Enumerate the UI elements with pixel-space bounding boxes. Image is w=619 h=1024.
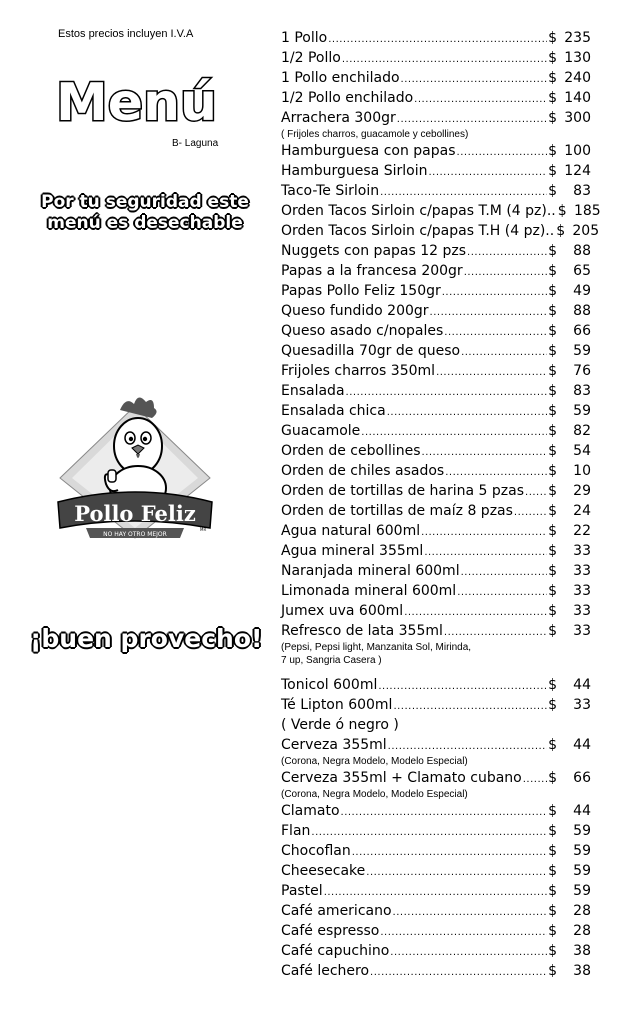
menu-item <box>281 541 591 561</box>
leader-dots <box>328 30 547 50</box>
menu-item-price: 82 <box>573 423 591 439</box>
menu-item-name: Café americano <box>281 903 392 919</box>
currency-symbol: $ <box>548 403 557 419</box>
menu-item-price: 300 <box>564 110 591 126</box>
leader-dots <box>401 70 548 90</box>
menu-item-price: 59 <box>573 343 591 359</box>
currency-symbol: $ <box>548 283 557 299</box>
currency-symbol: $ <box>548 503 557 519</box>
leader-dots <box>445 463 547 483</box>
currency-symbol: $ <box>548 697 557 713</box>
menu-item <box>281 261 591 281</box>
menu-item-name: 1/2 Pollo <box>281 50 341 66</box>
menu-item-name: Pastel <box>281 883 323 899</box>
menu-item <box>281 695 591 715</box>
currency-symbol: $ <box>548 923 557 939</box>
menu-item-price: 205 <box>572 223 600 239</box>
menu-item-name: Café lechero <box>281 963 370 979</box>
menu-item <box>281 481 591 501</box>
menu-item-price: 59 <box>573 863 591 879</box>
menu-item-name: Arrachera 300gr <box>281 110 396 126</box>
menu-item <box>281 381 591 401</box>
menu-item-price: 44 <box>573 677 591 693</box>
menu-item-name: Tonicol 600ml <box>281 677 378 693</box>
currency-symbol: $ <box>548 343 557 359</box>
menu-item <box>281 881 591 901</box>
leader-dots <box>342 50 547 70</box>
currency-symbol: $ <box>548 843 557 859</box>
menu-item-name: 1/2 Pollo enchilado <box>281 90 414 106</box>
leader-dots <box>436 363 547 383</box>
menu-item <box>281 141 591 161</box>
menu-item-name: Papas Pollo Feliz 150gr <box>281 283 441 299</box>
menu-item-name: Café capuchino <box>281 943 390 959</box>
menu-item-price: 124 <box>564 163 591 179</box>
tax-note: Estos precios incluyen I.V.A <box>58 28 194 40</box>
leader-dots <box>457 583 547 603</box>
menu-item <box>281 421 591 441</box>
menu-item-name: Chocoflan <box>281 843 351 859</box>
currency-symbol: $ <box>548 90 557 106</box>
currency-symbol: $ <box>548 50 557 66</box>
menu-item-price: 88 <box>573 303 591 319</box>
menu-item <box>281 601 591 621</box>
menu-item-name: Guacamole <box>281 423 361 439</box>
menu-title <box>52 64 232 134</box>
menu-item-price: 24 <box>573 503 591 519</box>
leader-dots <box>388 737 547 757</box>
menu-item-price: 38 <box>573 963 591 979</box>
leader-dots <box>341 803 548 823</box>
menu-item-price: 88 <box>573 243 591 259</box>
menu-item-price: 65 <box>573 263 591 279</box>
menu-item-price: 44 <box>573 803 591 819</box>
menu-note: (Corona, Negra Modelo, Modelo Especial) <box>281 789 468 800</box>
menu-list <box>281 28 601 981</box>
leader-dots <box>461 563 547 583</box>
menu-item <box>281 921 591 941</box>
currency-symbol: $ <box>548 30 557 46</box>
menu-item-name: 1 Pollo <box>281 30 328 46</box>
menu-item-name: Nuggets con papas 12 pzs <box>281 243 467 259</box>
menu-item <box>281 961 591 981</box>
leader-dots <box>378 677 547 697</box>
leader-dots <box>380 923 547 943</box>
menu-item <box>281 361 591 381</box>
menu-item <box>281 501 591 521</box>
leader-dots <box>387 403 547 423</box>
menu-item <box>281 181 591 201</box>
leader-dots <box>380 183 547 203</box>
currency-symbol: $ <box>548 383 557 399</box>
currency-symbol: $ <box>548 143 557 159</box>
currency-symbol: $ <box>548 943 557 959</box>
currency-symbol: $ <box>548 737 557 753</box>
menu-item <box>281 28 591 48</box>
menu-item-name: Ensalada <box>281 383 345 399</box>
menu-item <box>281 281 591 301</box>
logo-mark: MR <box>200 527 207 532</box>
menu-item <box>281 321 591 341</box>
menu-item-name: Refresco de lata 355ml <box>281 623 443 639</box>
menu-item <box>281 675 591 695</box>
menu-item-price: 33 <box>573 563 591 579</box>
menu-item-name: Limonada mineral 600ml <box>281 583 457 599</box>
menu-item-price: 49 <box>573 283 591 299</box>
logo-tagline: NO HAY OTRO MEJOR <box>103 531 167 538</box>
currency-symbol: $ <box>548 523 557 539</box>
leader-dots <box>393 903 548 923</box>
menu-item-name: Agua mineral 355ml <box>281 543 424 559</box>
menu-item <box>281 461 591 481</box>
menu-title-text: Menú <box>56 73 218 133</box>
leader-dots <box>346 383 548 403</box>
leader-dots <box>523 770 547 790</box>
leader-dots <box>404 603 547 623</box>
menu-item-price: 28 <box>573 923 591 939</box>
menu-item <box>281 161 591 181</box>
leader-dots <box>444 623 547 643</box>
menu-item-name: Cheesecake <box>281 863 366 879</box>
currency-symbol: $ <box>548 903 557 919</box>
branch-label: B- Laguna <box>172 138 219 149</box>
menu-item <box>281 581 591 601</box>
currency-symbol: $ <box>548 463 557 479</box>
leader-dots <box>444 323 547 343</box>
closing-message: ¡buen provecho! <box>30 624 263 653</box>
menu-item-name: Jumex uva 600ml <box>281 603 404 619</box>
safety-line-1: Por tu seguridad este <box>41 192 249 212</box>
menu-item-name: Orden de cebollines <box>281 443 421 459</box>
menu-item <box>281 108 591 128</box>
menu-item-price: 235 <box>564 30 591 46</box>
leader-dots <box>366 863 547 883</box>
menu-item-price: 59 <box>573 843 591 859</box>
menu-item-price: 59 <box>573 883 591 899</box>
currency-symbol: $ <box>548 583 557 599</box>
logo-brand: Pollo Feliz <box>74 501 196 526</box>
menu-item <box>281 821 591 841</box>
menu-item-name: Frijoles charros 350ml <box>281 363 436 379</box>
menu-item-name: Agua natural 600ml <box>281 523 421 539</box>
currency-symbol: $ <box>557 203 567 219</box>
menu-item-name: Taco-Te Sirloin <box>281 183 380 199</box>
menu-item-price: 185 <box>573 203 601 219</box>
menu-spacer <box>281 667 591 675</box>
menu-item-name: Té Lipton 600ml <box>281 697 393 713</box>
leader-dots <box>311 823 547 843</box>
menu-item-name: Orden de tortillas de maíz 8 pzas <box>281 503 513 519</box>
menu-item-price: 54 <box>573 443 591 459</box>
menu-item-name: Queso asado c/nopales <box>281 323 444 339</box>
menu-item-price: 33 <box>573 697 591 713</box>
menu-item-price: 10 <box>573 463 591 479</box>
currency-symbol: $ <box>548 883 557 899</box>
menu-item-name: Quesadilla 70gr de queso <box>281 343 461 359</box>
leader-dots <box>430 303 548 323</box>
menu-item-name: 1 Pollo enchilado <box>281 70 400 86</box>
leader-dots <box>421 523 547 543</box>
menu-item <box>281 441 591 461</box>
menu-item-name: Café espresso <box>281 923 380 939</box>
menu-item-name: Hamburguesa Sirloin <box>281 163 428 179</box>
menu-item-name: Hamburguesa con papas <box>281 143 456 159</box>
leader-dots <box>525 483 547 503</box>
pollo-feliz-logo <box>50 388 220 548</box>
menu-item <box>281 201 601 221</box>
menu-item <box>281 561 591 581</box>
menu-item-price: 38 <box>573 943 591 959</box>
menu-item-name: Orden de tortillas de harina 5 pzas <box>281 483 525 499</box>
menu-item-price: 130 <box>564 50 591 66</box>
menu-note: 7 up, Sangria Casera ) <box>281 655 382 666</box>
menu-item-price: 76 <box>573 363 591 379</box>
menu-item-price: 140 <box>564 90 591 106</box>
menu-item-price: 44 <box>573 737 591 753</box>
menu-item-price: 66 <box>573 323 591 339</box>
menu-item-price: 22 <box>573 523 591 539</box>
menu-item-name: Cerveza 355ml <box>281 737 387 753</box>
menu-item <box>281 861 591 881</box>
menu-item-price: 29 <box>573 483 591 499</box>
menu-item-price: 28 <box>573 903 591 919</box>
leader-dots <box>422 443 548 463</box>
leader-dots <box>467 243 547 263</box>
menu-item-name: Orden de chiles asados <box>281 463 445 479</box>
menu-item-price: 33 <box>573 583 591 599</box>
menu-item <box>281 901 591 921</box>
currency-symbol: $ <box>548 603 557 619</box>
currency-symbol: $ <box>548 963 557 979</box>
leader-dots <box>464 263 547 283</box>
currency-symbol: $ <box>548 243 557 259</box>
currency-symbol: $ <box>548 423 557 439</box>
menu-note: (Corona, Negra Modelo, Modelo Especial) <box>281 756 468 767</box>
menu-item-name: Papas a la francesa 200gr <box>281 263 463 279</box>
leader-dots <box>424 543 547 563</box>
menu-item <box>281 48 591 68</box>
menu-item-name: Clamato <box>281 803 340 819</box>
menu-item-price: 83 <box>573 383 591 399</box>
leader-dots <box>457 143 548 163</box>
currency-symbol: $ <box>556 223 566 239</box>
menu-item <box>281 841 591 861</box>
menu-item-price: 59 <box>573 823 591 839</box>
currency-symbol: $ <box>548 443 557 459</box>
currency-symbol: $ <box>548 183 557 199</box>
menu-item-price: 100 <box>564 143 591 159</box>
currency-symbol: $ <box>548 803 557 819</box>
currency-symbol: $ <box>548 110 557 126</box>
menu-item-name: Cerveza 355ml + Clamato cubano <box>281 770 522 786</box>
leader-dots <box>514 503 547 523</box>
menu-item <box>281 341 591 361</box>
currency-symbol: $ <box>548 303 557 319</box>
menu-item <box>281 768 591 788</box>
leader-dots <box>414 90 547 110</box>
leader-dots <box>393 697 547 717</box>
menu-item <box>281 221 600 241</box>
leader-dots <box>397 110 547 130</box>
currency-symbol: $ <box>548 863 557 879</box>
currency-symbol: $ <box>548 543 557 559</box>
menu-item <box>281 241 591 261</box>
menu-item-name: Ensalada chica <box>281 403 386 419</box>
menu-item-name: Queso fundido 200gr <box>281 303 429 319</box>
menu-item-price: 66 <box>573 770 591 786</box>
menu-note: (Pepsi, Pepsi light, Manzanita Sol, Mirinda, <box>281 642 472 653</box>
menu-item-name: Orden Tacos Sirloin c/papas T.M (4 pz).. <box>281 203 556 219</box>
leader-dots <box>390 943 547 963</box>
menu-item-price: 33 <box>573 603 591 619</box>
menu-plain-line: ( Verde ó negro ) <box>281 717 399 733</box>
menu-item-price: 83 <box>573 183 591 199</box>
currency-symbol: $ <box>548 677 557 693</box>
leader-dots <box>428 163 547 183</box>
menu-note: ( Frijoles charros, guacamole y cebollines) <box>281 129 469 140</box>
menu-item-name: Orden Tacos Sirloin c/papas T.H (4 pz).. <box>281 223 555 239</box>
currency-symbol: $ <box>548 823 557 839</box>
menu-item-price: 240 <box>564 70 591 86</box>
menu-item-price: 33 <box>573 543 591 559</box>
leader-dots <box>352 843 547 863</box>
leader-dots <box>361 423 547 443</box>
currency-symbol: $ <box>548 563 557 579</box>
menu-item <box>281 941 591 961</box>
menu-item-price: 59 <box>573 403 591 419</box>
menu-item <box>281 521 591 541</box>
menu-item-name: Naranjada mineral 600ml <box>281 563 460 579</box>
menu-item <box>281 621 591 641</box>
currency-symbol: $ <box>548 623 557 639</box>
safety-notice <box>30 192 260 234</box>
menu-item <box>281 801 591 821</box>
leader-dots <box>324 883 547 903</box>
menu-item <box>281 88 591 108</box>
leader-dots <box>370 963 547 983</box>
currency-symbol: $ <box>548 323 557 339</box>
safety-line-2: menú es desechable <box>47 213 243 233</box>
currency-symbol: $ <box>548 770 557 786</box>
currency-symbol: $ <box>548 70 557 86</box>
currency-symbol: $ <box>548 263 557 279</box>
menu-item <box>281 301 591 321</box>
currency-symbol: $ <box>548 483 557 499</box>
menu-item-price: 33 <box>573 623 591 639</box>
menu-item <box>281 735 591 755</box>
leader-dots <box>461 343 547 363</box>
menu-item <box>281 401 591 421</box>
leader-dots <box>442 283 547 303</box>
currency-symbol: $ <box>548 163 557 179</box>
menu-item-name: Flan <box>281 823 311 839</box>
menu-item <box>281 68 591 88</box>
currency-symbol: $ <box>548 363 557 379</box>
